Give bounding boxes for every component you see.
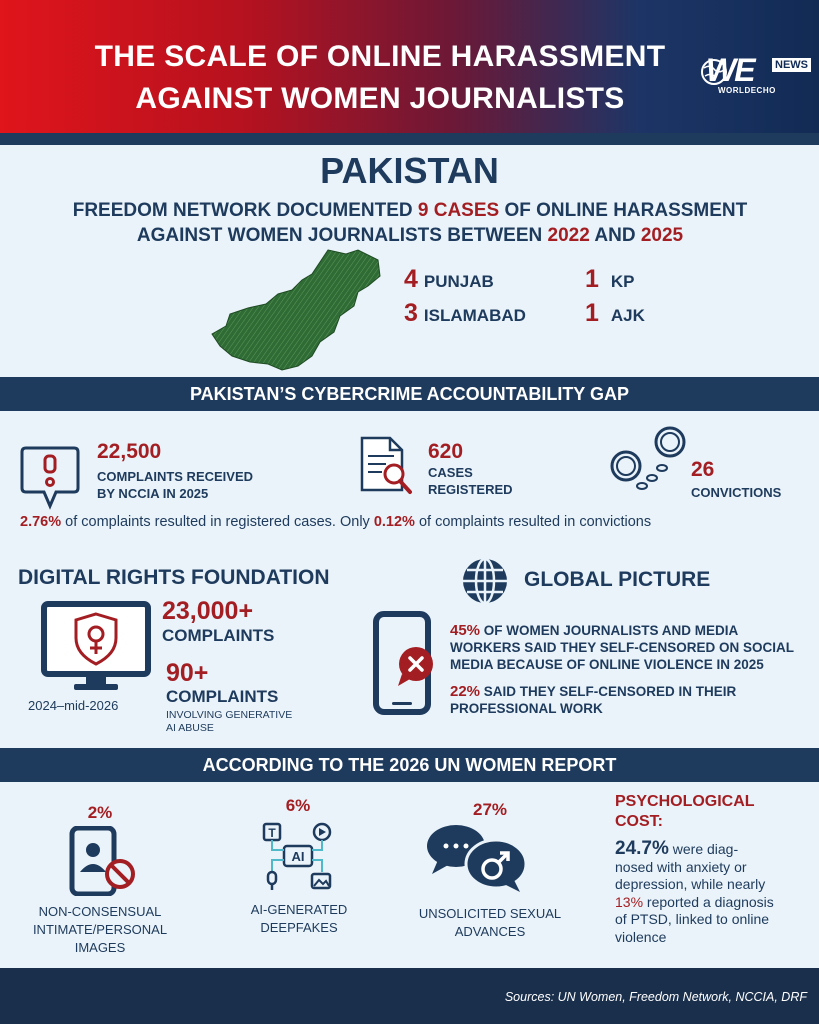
header-banner (0, 0, 819, 133)
band-un-women-report: ACCORDING TO THE 2026 UN WOMEN REPORT (0, 748, 819, 782)
complaint-alert-icon (20, 444, 80, 510)
section-title-pakistan: PAKISTAN (320, 150, 499, 191)
logo-news: NEWS (772, 58, 811, 72)
page-title: THE SCALE OF ONLINE HARASSMENT AGAINST WOMEN JOURNALISTS (94, 40, 666, 115)
handcuffs-icon (606, 424, 690, 500)
logo-worldecho: WORLDECHO (718, 86, 776, 95)
drf-period: 2024–mid-2026 (28, 698, 119, 713)
worldecho-logo (700, 52, 812, 100)
global-stat-self-censor-work: 22% SAID THEY SELF-CENSORED IN THEIR PROFESSIONAL WORK (450, 683, 737, 716)
drf-ai-complaints-label: COMPLAINTS (166, 687, 279, 706)
province-punjab: 4 PUNJAB (404, 265, 494, 293)
logo-we: WE (706, 52, 754, 88)
pakistan-subtitle: FREEDOM NETWORK DOCUMENTED 9 CASES OF ONLINE HARASSMENT AGAINST WOMEN JOURNALISTS BETWEEN 2022 AND 2025 (72, 200, 748, 246)
psychological-cost-text: 24.7% were diag- nosed with anxiety or depression, while nearly 13% reported a diagnosis of PTSD, linked to online violence (615, 838, 774, 945)
drf-complaints-count: 23,000+ (162, 597, 254, 625)
convictions-label: CONVICTIONS (691, 485, 782, 500)
pakistan-map-icon (208, 246, 388, 376)
cases-label: CASES REGISTERED (428, 465, 513, 497)
conversion-rates: 2.76% of complaints resulted in registered cases. Only 0.12% of complaints resulted in convictions (20, 514, 652, 530)
globe-icon (460, 556, 510, 606)
convictions-count: 26 (691, 458, 715, 481)
un-label-deepfakes: AI-GENERATED DEEPFAKES (250, 902, 348, 935)
un-label-advances: UNSOLICITED SEXUAL ADVANCES (418, 906, 562, 939)
sources-text: Sources: UN Women, Freedom Network, NCCIA, DRF (504, 990, 807, 1004)
ai-network-icon (260, 820, 336, 892)
complaints-count: 22,500 (97, 440, 162, 463)
phone-block-icon (372, 610, 452, 718)
phone-person-blocked-icon (68, 826, 138, 896)
drf-complaints-label: COMPLAINTS (162, 626, 275, 645)
ai-badge: AI (291, 849, 305, 864)
cases-count: 620 (428, 440, 464, 463)
province-ajk: 1 AJK (585, 299, 645, 327)
band-accountability-gap: PAKISTAN’S CYBERCRIME ACCOUNTABILITY GAP (0, 377, 819, 411)
un-label-images: NON-CONSENSUAL INTIMATE/PERSONAL IMAGES (32, 904, 168, 955)
header-divider (0, 133, 819, 145)
global-stat-self-censor-social: 45% OF WOMEN JOURNALISTS AND MEDIA WORKERS SAID THEY SELF-CENSORED ON SOCIAL MEDIA BECAUSE OF ONLINE VIOLENCE IN 2025 (450, 622, 795, 672)
un-pct-deepfakes: 6% (285, 796, 311, 815)
psychological-cost-title: PSYCHOLOGICAL COST: (615, 793, 755, 830)
document-search-icon (356, 434, 418, 496)
footer (0, 968, 819, 1024)
t-badge: T (268, 826, 276, 840)
monitor-shield-icon (40, 600, 152, 696)
province-kp: 1 KP (585, 265, 635, 293)
un-pct-images: 2% (87, 803, 113, 822)
complaints-label: COMPLAINTS RECEIVED BY NCCIA IN 2025 (97, 469, 254, 501)
global-picture-title: GLOBAL PICTURE (524, 568, 711, 591)
drf-ai-complaints-count: 90+ (166, 659, 209, 687)
un-pct-advances: 27% (472, 800, 508, 819)
chat-male-symbol-icon (424, 822, 530, 894)
drf-ai-complaints-sub: INVOLVING GENERATIVE AI ABUSE (166, 709, 293, 734)
drf-title: DIGITAL RIGHTS FOUNDATION (18, 566, 330, 589)
province-islamabad: 3 ISLAMABAD (404, 299, 526, 327)
